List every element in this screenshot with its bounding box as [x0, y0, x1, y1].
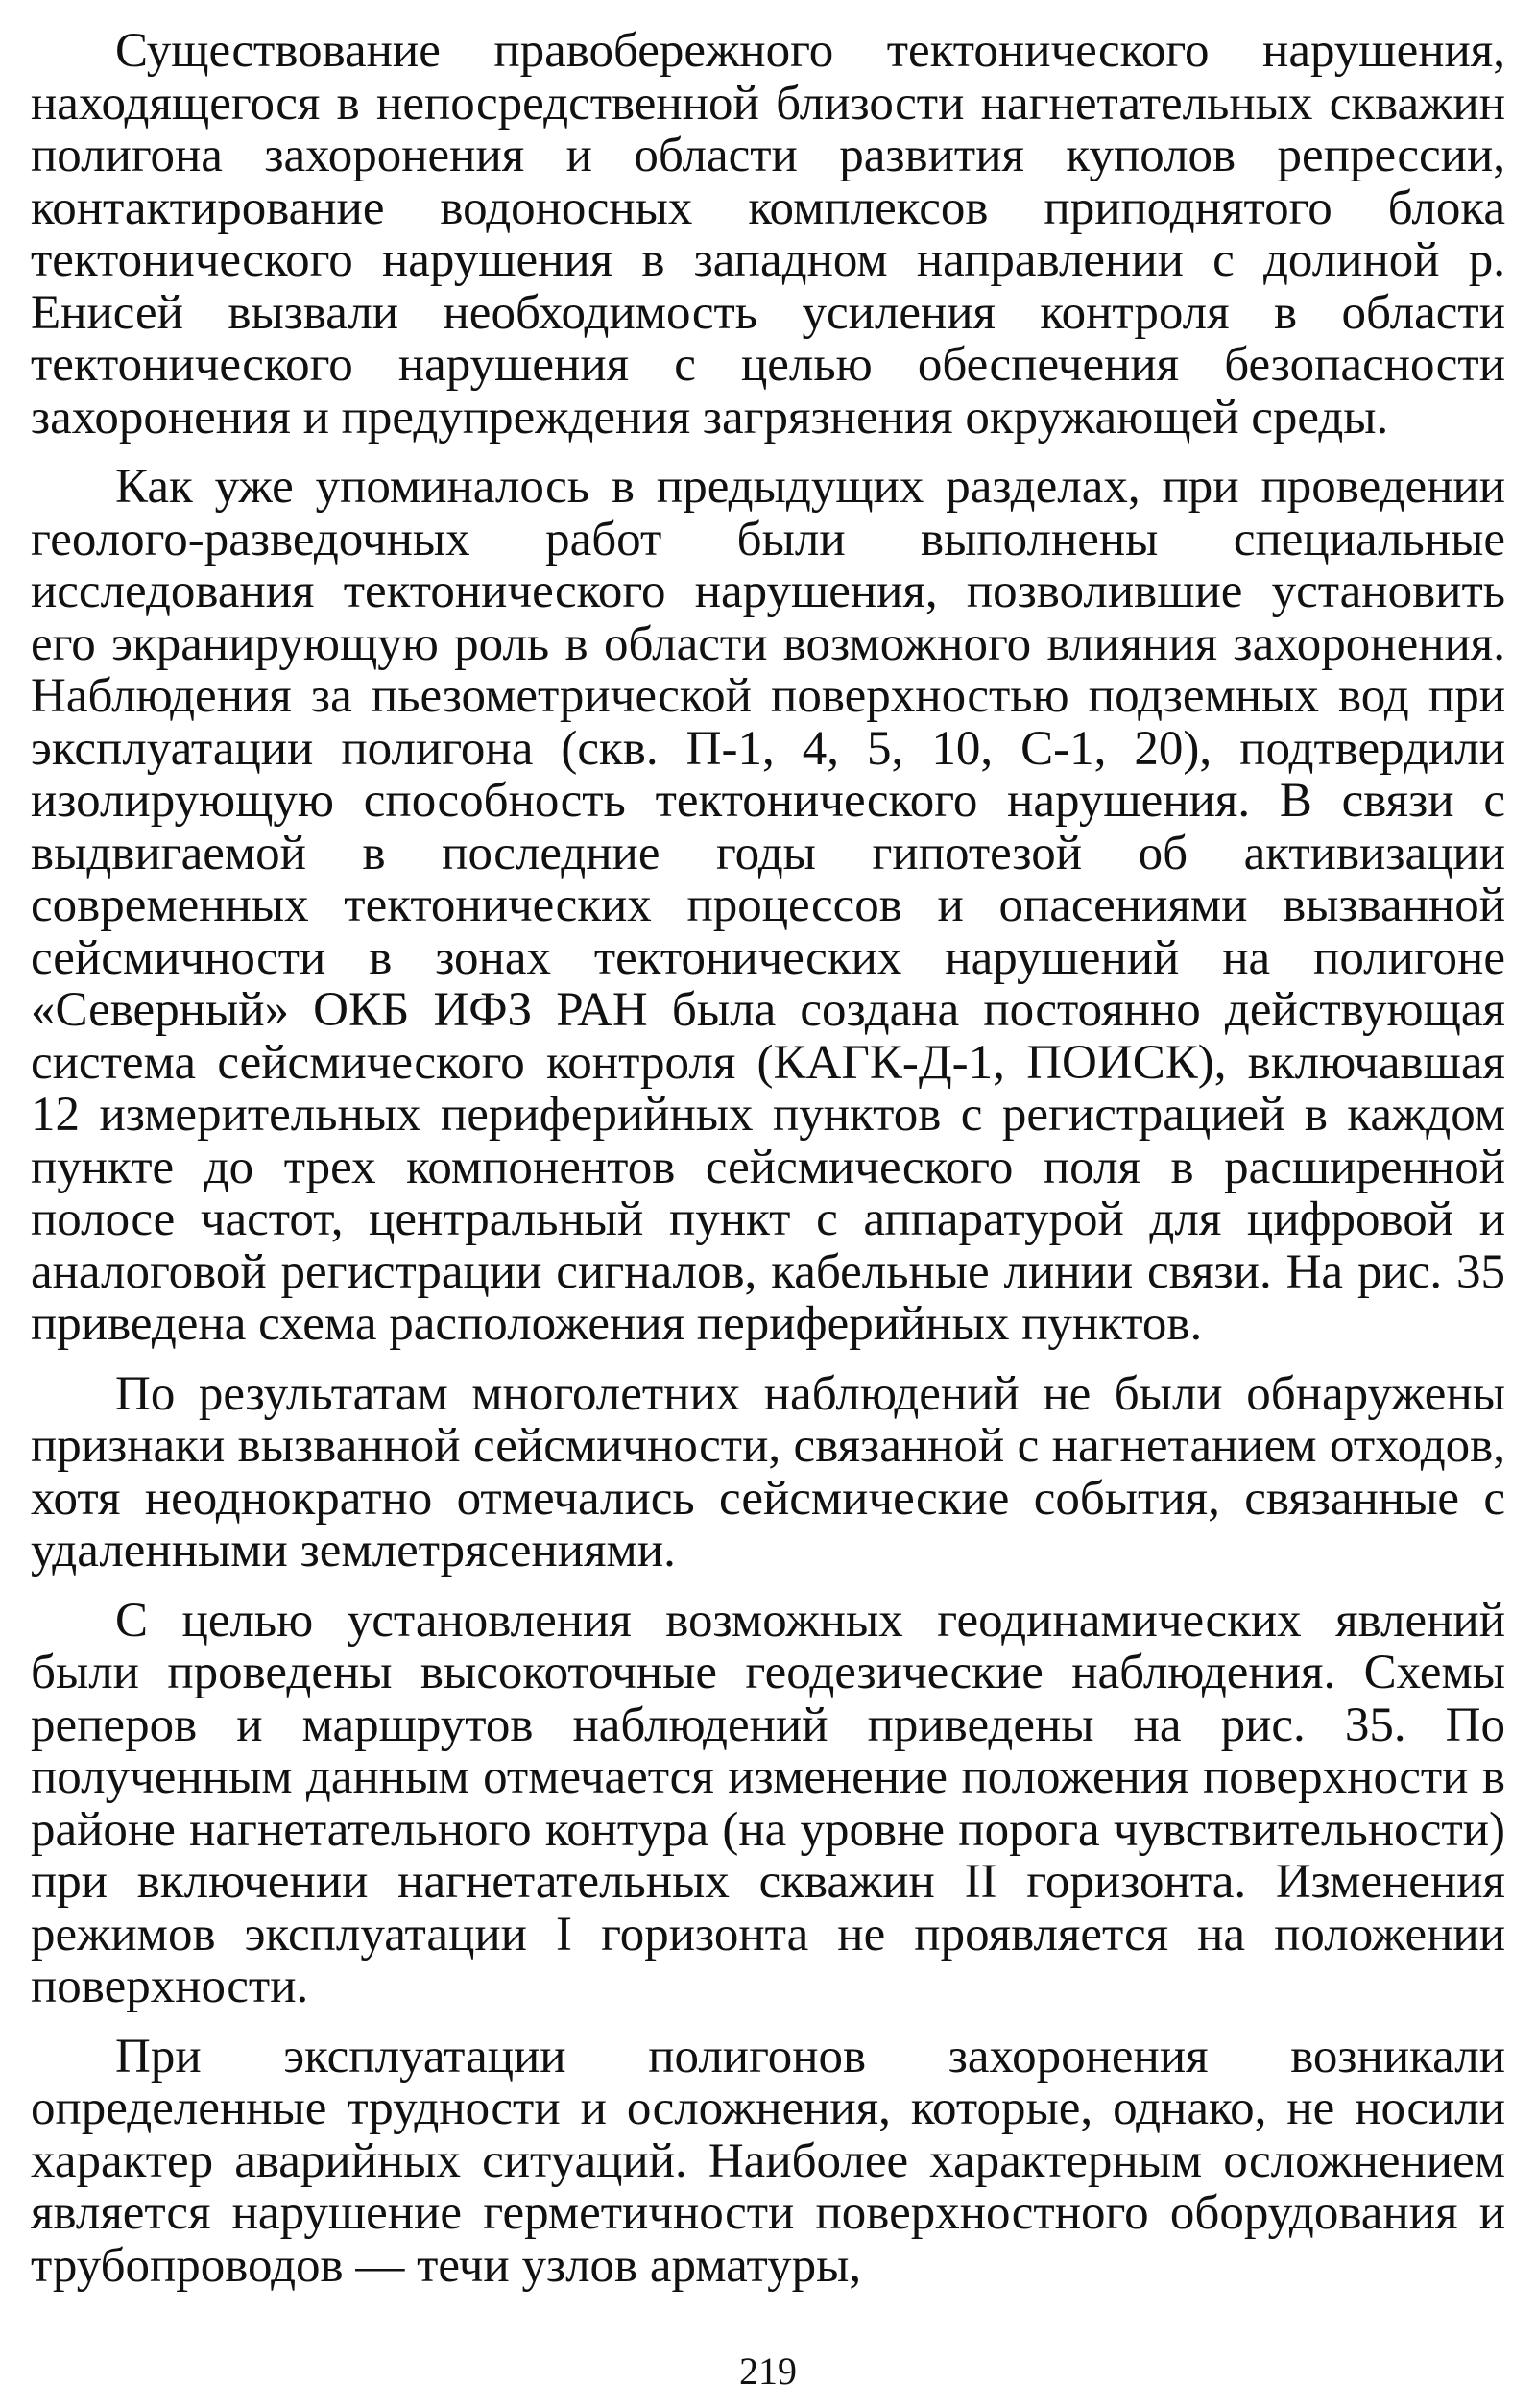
document-page [31, 25, 1505, 2292]
paragraph-3: По результатам многолетних наблюдений не были обнаружены признаки вызванной сейсмичности, связанной с нагнетанием отходов, хотя неоднократно отмечались сейсмические события, связанные с удаленными землетрясениями. [31, 1366, 1505, 1577]
paragraph-1: Существование правобережного тектонического нарушения, находящегося в непосредственной близости нагнетательных скважин полигона захоронения и области развития куполов репрессии, контактирование водоносных комплексов приподнятого блока тектонического нарушения в западном направлении с долиной р. Енисей вызвали необходимость усиления контроля в области тектонического нарушения с целью обеспечения безопасности захоронения и предупреждения загрязнения окружающей среды. [31, 24, 1505, 445]
paragraph-2: Как уже упоминалось в предыдущих разделах, при проведении геолого-разведочных работ были выполнены специальные исследования тектонического нарушения, позволившие установить его экранирующую роль в области возможного влияния захоронения. Наблюдения за пьезометрической поверхностью подземных вод при эксплуатации полигона (скв. П-1, 4, 5, 10, С-1, 20), подтвердили изолирующую способность тектонического нарушения. В связи с выдвигаемой в последние годы гипотезой об активизации современных тектонических процессов и опасениями вызванной сейсмичности в зонах тектонических нарушений на полигоне «Северный» ОКБ ИФЗ РАН была создана постоянно действующая система сейсмического контроля (КАГК-Д-1, ПОИСК), включавшая 12 измерительных периферийных пунктов с регистрацией в каждом пункте до трех компонентов сейсмического поля в расширенной полосе частот, центральный пункт с аппаратурой для цифровой и аналоговой регистрации сигналов, кабельные линии связи. На рис. 35 приведена схема расположения периферийных пунктов. [31, 460, 1505, 1351]
paragraph-5: При эксплуатации полигонов захоронения возникали определенные трудности и осложнения, которые, однако, не носили характер аварийных ситуаций. Наиболее характерным осложнением является нарушение герметичности поверхностного оборудования и трубопроводов — течи узлов арматуры, [31, 2029, 1505, 2293]
page-number: 219 [739, 2349, 797, 2393]
paragraph-4: С целью установления возможных геодинамических явлений были проведены высокоточные геодезические наблюдения. Схемы реперов и маршрутов наблюдений приведены на рис. 35. По полученным данным отмечается изменение положения поверхности в районе нагнетательного контура (на уровне порога чувствительности) при включении нагнетательных скважин II горизонта. Изменения режимов эксплуатации I горизонта не проявляется на положении поверхности. [31, 1593, 1505, 2013]
